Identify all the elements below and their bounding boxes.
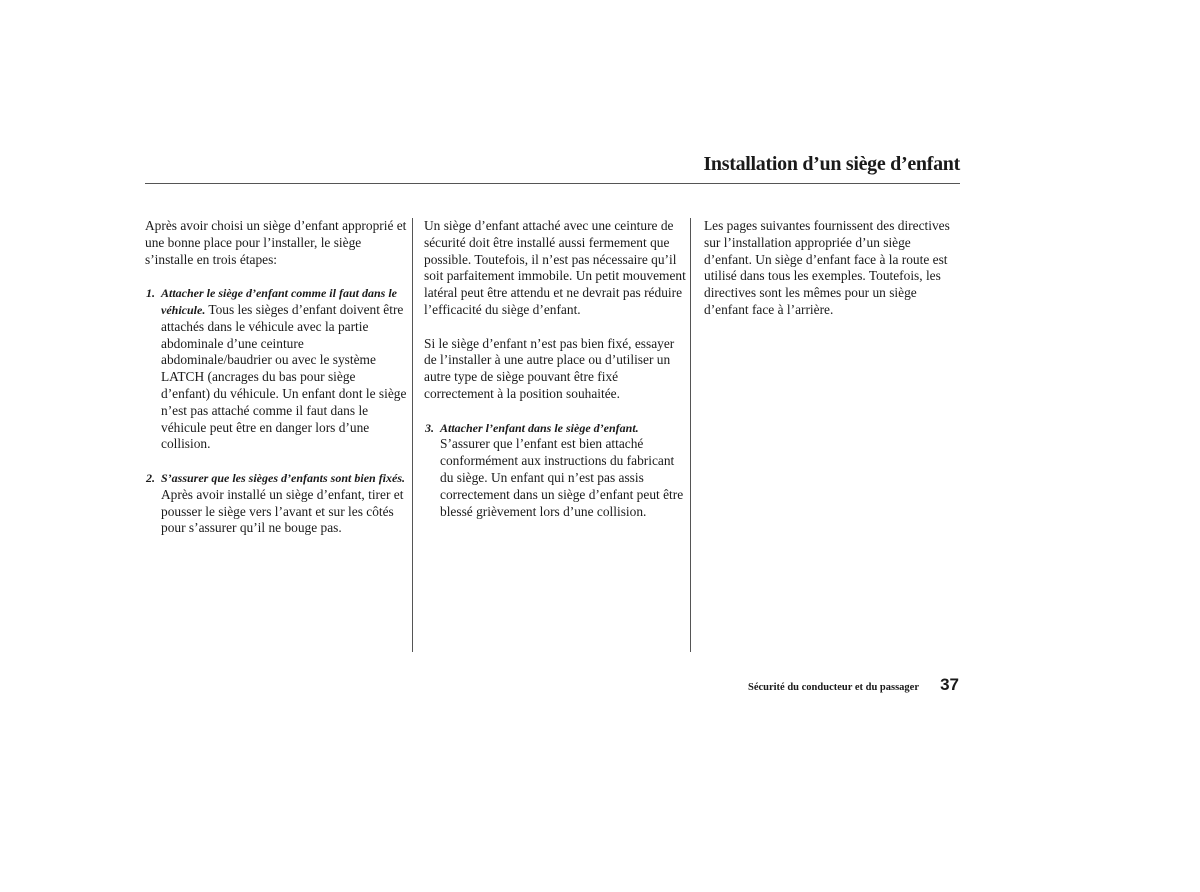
title-divider <box>145 183 960 184</box>
step-2-lead: S’assurer que les sièges d’enfants sont bien fixés. <box>161 470 406 485</box>
intro-paragraph: Après avoir choisi un siège d’enfant approprié et une bonne place pour l’installer, le siège s’installe en trois étapes: <box>145 218 407 267</box>
step-2 <box>145 470 407 537</box>
column-3 <box>704 218 960 336</box>
step-1-lead: Attacher le siège d’enfant comme il faut dans le véhicule. <box>161 286 397 317</box>
column-divider-2 <box>690 218 691 652</box>
column-divider-1 <box>412 218 413 652</box>
guidelines-paragraph: Les pages suivantes fournissent des directives sur l’installation appropriée d’un siège d’enfant. Un siège d’enfant face à la route est utilisé dans tous les exemples. Toutefois, les directives sont les mêmes pour un siège d’enfant face à l’arrière. <box>704 218 950 317</box>
reinstall-paragraph: Si le siège d’enfant n’est pas bien fixé, essayer de l’installer à une autre place ou d’utiliser un autre type de siège pouvant être fixé correctement à la position souhaitée. <box>424 335 675 401</box>
step-3-number: 3. <box>425 420 434 435</box>
step-3-text: S’assurer que l’enfant est bien attaché conformément aux instructions du fabricant du siège. Un enfant qui n’est pas assis correctement dans un siège d’enfant peut être blessé grièvement lors d’une collision. <box>440 436 684 519</box>
step-2-number: 2. <box>146 470 155 485</box>
step-1-text: Tous les sièges d’enfant doivent être attachés dans le véhicule avec la partie abdominale d’une ceinture abdominale/baudrier ou avec le système LATCH (ancrages du bas pour siège d’enfant) du véhicule. Un enfant dont le siège n’est pas attaché comme il faut dans le véhicule peut être en danger lors d’une collision. <box>161 301 407 452</box>
step-2-text: Après avoir installé un siège d’enfant, tirer et pousser le siège vers l’avant et sur les côtés pour s’assurer qu’il ne bouge pas. <box>161 486 404 536</box>
step-1 <box>145 285 407 453</box>
page-number: 37 <box>940 675 959 694</box>
step-3 <box>424 420 686 521</box>
column-2 <box>424 218 686 537</box>
step-1-number: 1. <box>146 286 155 301</box>
page-title: Installation d’un siège d’enfant <box>703 153 960 175</box>
fastening-paragraph: Un siège d’enfant attaché avec une ceinture de sécurité doit être installé aussi fermement que possible. Toutefois, il n’est pas nécessaire qu’il soit parfaitement immobile. Un petit mouvement latéral peut être attendu et ne devrait pas réduire l’efficacité du siège d’enfant. <box>424 218 686 317</box>
footer-section-label: Sécurité du conducteur et du passager <box>747 682 919 693</box>
column-1 <box>145 218 407 554</box>
step-3-lead: Attacher l’enfant dans le siège d’enfant. <box>440 420 639 435</box>
